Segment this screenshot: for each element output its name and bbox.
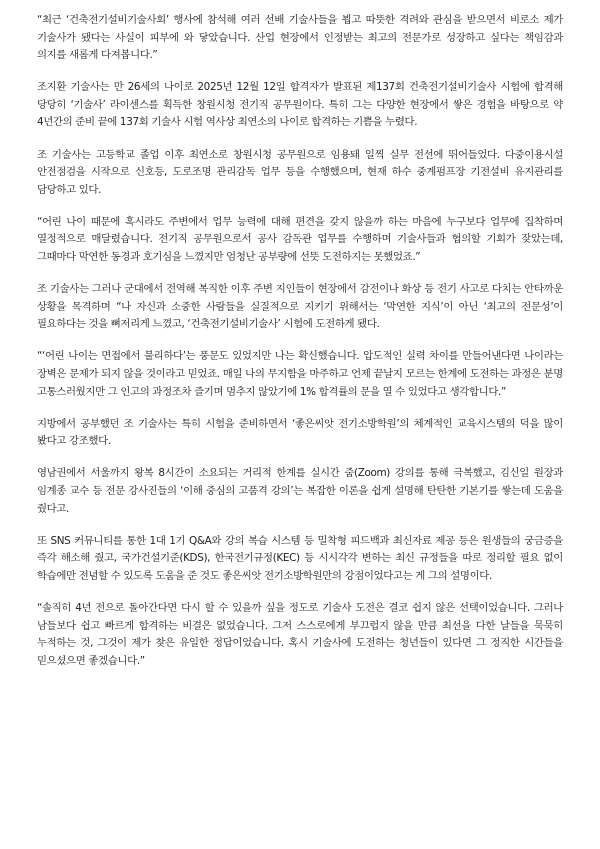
paragraph-closing-quote: “솔직히 4년 전으로 돌아간다면 다시 할 수 있을까 싶을 정도로 기술사 도전은 결코 쉽지 않은 선택이었습니다. 그러나 남들보다 쉽고 빠르게 합격하는 비결은 없었습니다. 그저 스스로에게 부끄럽지 않을 만큼 최선을 다한 날들을 묵묵히 누적하는 것, 그것이 제가 찾은 유일한 정답이었습니다. 혹시 기술사에 도전하는 청년들이 있다면 그 정직한 시간들을 믿으셨으면 좋겠습니다.” bbox=[37, 601, 563, 667]
paragraph-quote-motivation: “어린 나이 때문에 혹시라도 주변에서 업무 능력에 대해 편견을 갖지 않을까 하는 마음에 누구보다 업무에 집착하며 열정적으로 매달렸습니다. 전기직 공무원으로서 공사 감독관 업무를 수행하며 기술사들과 협의할 기회가 잦았는데, 그때마다 막연한 동경과 호기심을 느꼈지만 엄청난 공부량에 선뜻 도전하지는 못했었죠.” bbox=[37, 215, 563, 264]
paragraph-quote-confidence: “‘어린 나이는 면접에서 불리하다’는 풍문도 있었지만 나는 확신했습니다. 압도적인 실력 차이를 만들어낸다면 나이라는 장벽은 문제가 되지 않을 것이라고 믿었죠. 매일 나의 무지함을 마주하고 언제 끝날지 모르는 한계에 도전하는 과정은 분명 고통스러웠지만 그 인고의 과정조차 즐기며 멈추지 않았기에 1% 합격률의 문을 열 수 있었다고 생각합니다.” bbox=[37, 350, 563, 398]
paragraph-feedback-system: 또 SNS 커뮤니티를 통한 1대 1기 Q&A와 강의 복습 시스템 등 밀착형 피드백과 최신자료 제공 등은 원생들의 궁금증을 즉각 해소해 줬고, 국가건설기준(KDS), 한국전기규정(KEC) 등 시시각각 변하는 최신 규정들을 따로 정리할 필요 없이 학습에만 전념할 수 있도록 도움을 준 것도 좋은씨앗 전기소방학원만의 강점이었다고는 게 그의 설명이다. bbox=[37, 534, 563, 582]
paragraph-career: 조 기술사는 고등학교 졸업 이후 최연소로 창원시청 공무원으로 임용돼 일찍 실무 전선에 뛰어들었다. 다중이용시설 안전점검을 시작으로 신호등, 도로조명 관리감독 업무 등을 수행했으며, 현재 하수 중계펌프장 기전설비 유지관리를 담당하고 있다. bbox=[37, 148, 563, 196]
paragraph-opening-quote: “최근 ‘건축전기설비기술사회’ 행사에 참석해 여러 선배 기술사들을 뵙고 따뜻한 격려와 관심을 받으면서 비로소 제가 기술사가 됐다는 사실이 피부에 와 닿았습니다. 산업 현장에서 인정받는 최고의 전문가로 성장하고 싶다는 책임감과 의지를 새롭게 다져봅니다.” bbox=[37, 14, 563, 62]
paragraph-introduction: 조지환 기술사는 만 26세의 나이로 2025년 12월 12일 합격자가 발표된 제137회 건축전기설비기술사 시험에 합격해 당당히 ‘기술사’ 라이센스를 획득한 창원시청 전기직 공무원이다. 특히 그는 다양한 현장에서 쌓은 경험을 바탕으로 약 4년간의 준비 끝에 137회 기술사 시험 역사상 최연소의 나이로 합격하는 기쁨을 누렸다. bbox=[37, 81, 563, 129]
paragraph-turning-point: 조 기술사는 그러나 군대에서 전역해 복직한 이후 주변 지인들이 현장에서 감전이나 화상 등 전기 사고로 다치는 안타까운 상황을 목격하며 “나 자신과 소중한 사람들을 실질적으로 지키기 위해서는 ‘막연한 지식’이 아닌 ‘최고의 전문성’이 필요하다는 것을 뼈저리게 느꼈고, ‘건축전기설비기술사’ 시험에 도전하게 됐다. bbox=[37, 283, 563, 331]
paragraph-academy: 지방에서 공부했던 조 기술사는 특히 시험을 준비하면서 ‘좋은씨앗 전기소방학원’의 체계적인 교육시스템의 덕을 많이 봤다고 강조했다. bbox=[37, 417, 563, 448]
paragraph-online-lectures: 영남권에서 서울까지 왕복 8시간이 소요되는 거리적 한계를 실시간 줌(Zoom) 강의를 통해 극복했고, 김신일 원장과 임계종 교수 등 전문 강사진들의 ‘이해 중심의 고품격 강의’는 복잡한 이론을 쉽게 설명해 탄탄한 기본기를 쌓는데 도움을 줬다고. bbox=[37, 467, 563, 515]
